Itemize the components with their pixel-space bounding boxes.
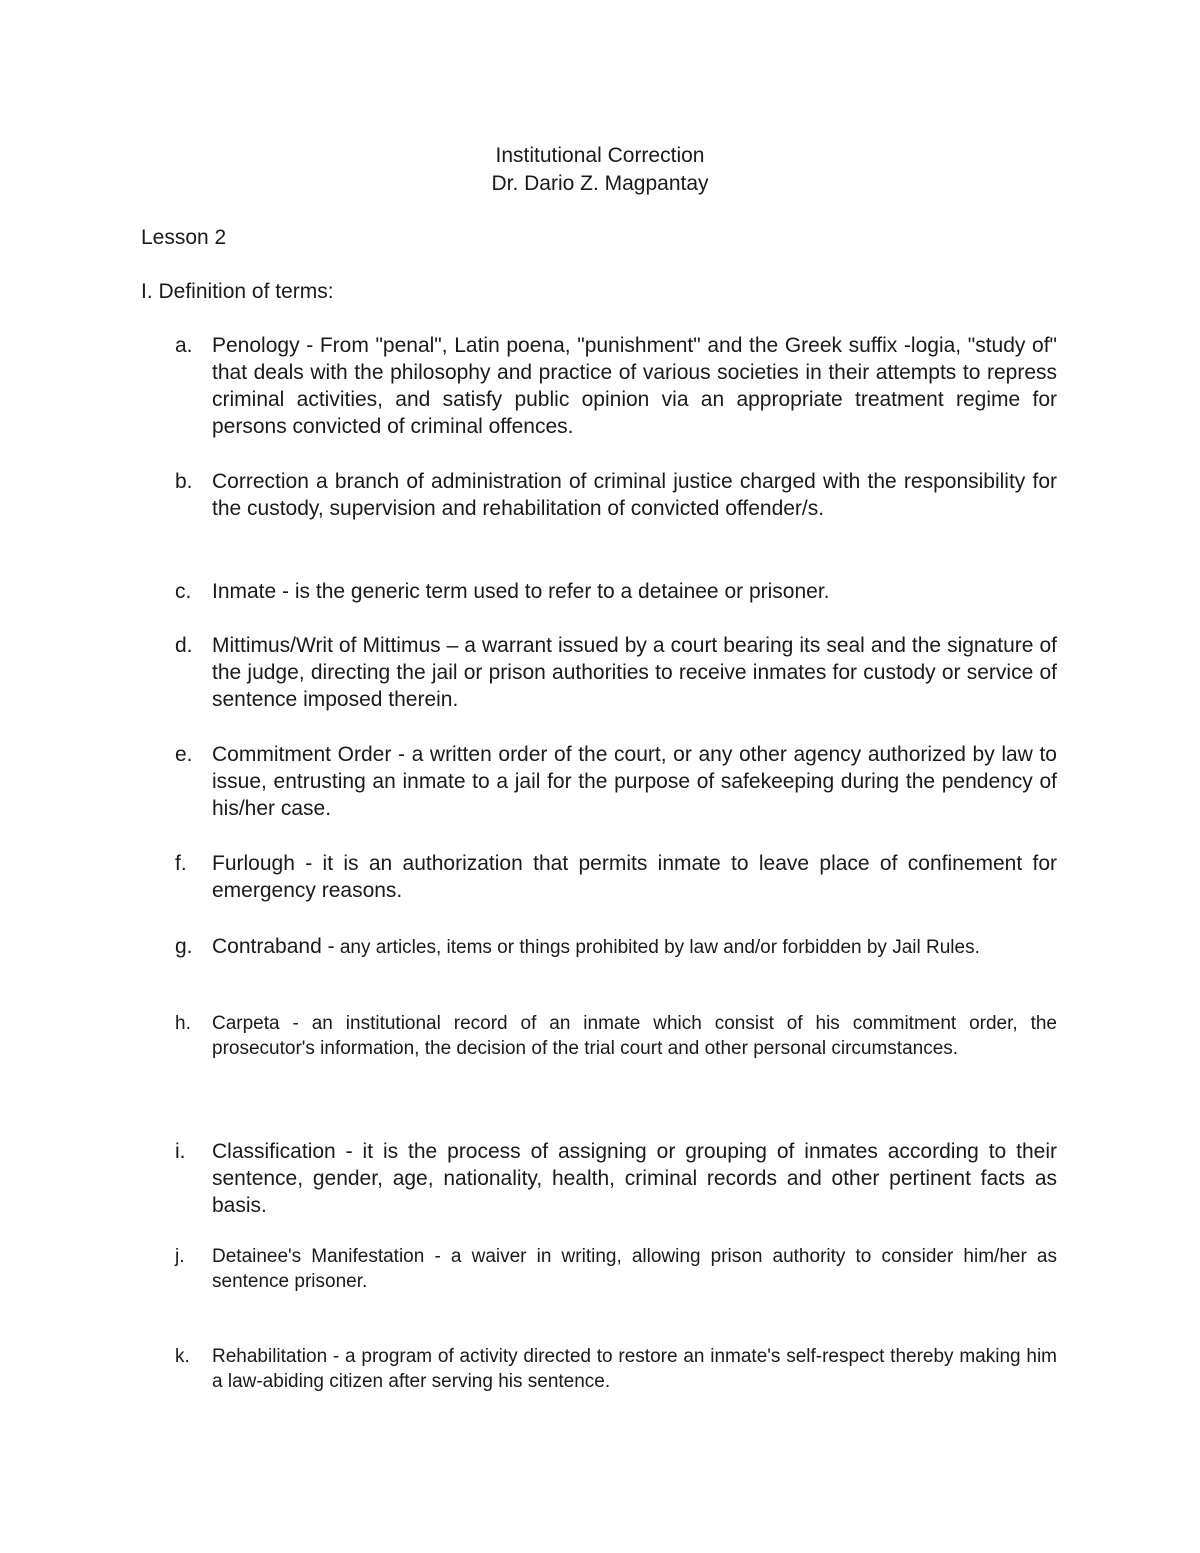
title-block bbox=[0, 142, 1200, 198]
term-definition: Correction a branch of administration of criminal justice charged with the responsibility for the custody, supervision and rehabilitation of convicted offender/s. bbox=[212, 470, 1057, 520]
list-marker: b. bbox=[175, 470, 193, 493]
term-item-commitment-order bbox=[175, 741, 1057, 822]
term-definition bbox=[212, 934, 1057, 961]
document-title: Institutional Correction bbox=[495, 144, 705, 167]
list-marker: d. bbox=[175, 634, 193, 657]
list-marker: e. bbox=[175, 743, 193, 766]
list-marker: h. bbox=[175, 1013, 191, 1034]
term-definition: Furlough - it is an authorization that permits inmate to leave place of confinement for emergency reasons. bbox=[212, 852, 1057, 902]
list-marker: f. bbox=[175, 852, 187, 875]
term-text: any articles, items or things prohibited by law and/or forbidden by Jail Rules. bbox=[334, 937, 980, 958]
list-marker: j. bbox=[175, 1246, 185, 1267]
lesson-label: Lesson 2 bbox=[141, 226, 227, 249]
term-definition: Rehabilitation - a program of activity directed to restore an inmate's self-respect thereby making him a law-abiding citizen after serving his sentence. bbox=[212, 1346, 1057, 1392]
term-definition: Inmate - is the generic term used to refer to a detainee or prisoner. bbox=[212, 580, 830, 603]
list-marker: a. bbox=[175, 334, 193, 357]
section-heading: I. Definition of terms: bbox=[141, 280, 334, 303]
term-item-penology bbox=[175, 332, 1057, 440]
term-definition: Classification - it is the process of assigning or grouping of inmates according to their sentence, gender, age, nationality, health, criminal records and other pertinent facts as basis. bbox=[212, 1140, 1057, 1217]
list-marker: k. bbox=[175, 1346, 190, 1367]
term-item-contraband bbox=[175, 934, 1057, 961]
term-item-correction bbox=[175, 468, 1057, 522]
term-item-furlough bbox=[175, 850, 1057, 904]
list-marker: c. bbox=[175, 580, 192, 603]
term-item-classification bbox=[175, 1138, 1057, 1219]
term-definition: Commitment Order - a written order of the court, or any other agency authorized by law to issue, entrusting an inmate to a jail for the purpose of safekeeping during the pendency of his/her case. bbox=[212, 743, 1057, 820]
term-item-rehabilitation bbox=[175, 1344, 1057, 1394]
term-item-carpeta bbox=[175, 1011, 1057, 1061]
term-definition: Detainee's Manifestation - a waiver in writing, allowing prison authority to consider him/her as sentence prisoner. bbox=[212, 1246, 1057, 1292]
list-marker: i. bbox=[175, 1140, 186, 1163]
term-item-detainees-manifestation bbox=[175, 1244, 1057, 1294]
term-item-inmate bbox=[175, 578, 1057, 605]
term-definition: Penology - From "penal", Latin poena, "punishment" and the Greek suffix -logia, "study of" that deals with the philosophy and practice of various societies in their attempts to repress criminal activities, and satisfy public opinion via an appropriate treatment regime for persons convicted of criminal offences. bbox=[212, 334, 1057, 438]
document-author: Dr. Dario Z. Magpantay bbox=[491, 172, 709, 195]
list-marker: g. bbox=[175, 935, 193, 958]
term-name: Contraband - bbox=[212, 935, 335, 958]
term-definition: Mittimus/Writ of Mittimus – a warrant issued by a court bearing its seal and the signature of the judge, directing the jail or prison authorities to receive inmates for custody or service of sentence imposed therein. bbox=[212, 634, 1057, 711]
term-definition: Carpeta - an institutional record of an inmate which consist of his commitment order, the prosecutor's information, the decision of the trial court and other personal circumstances. bbox=[212, 1013, 1057, 1059]
term-item-mittimus bbox=[175, 632, 1057, 713]
